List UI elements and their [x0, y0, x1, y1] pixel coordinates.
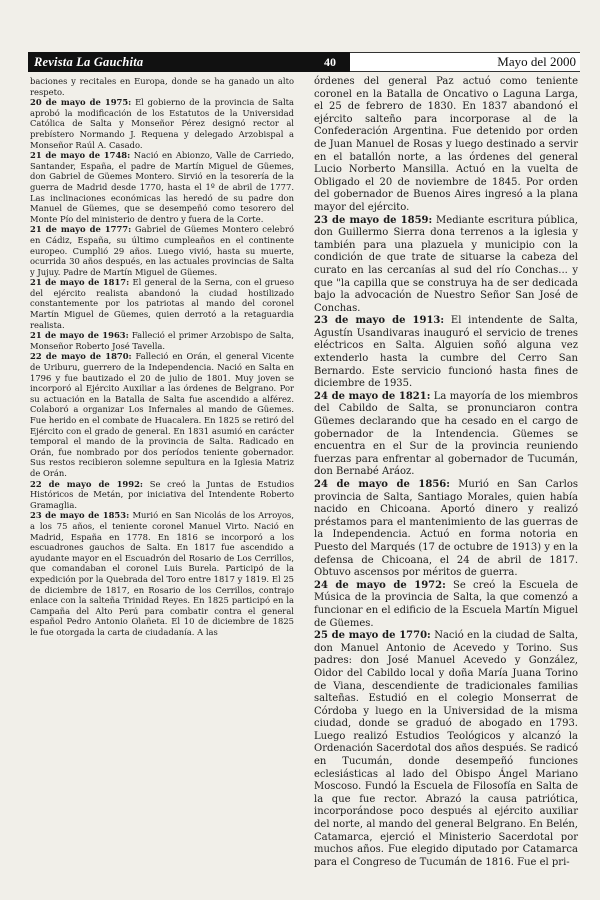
ephemeris-entry: [314, 630, 578, 869]
entry-text: Murió en San Nicolás de los Arroyos, a los 75 años, el teniente coronel Manuel Virto. Nació en Madrid, España en 1778. En 1816 se incorporó a los escuadrones gauchos de Salta. En 1817 fue ascendido a ayudante mayor en el Escuadrón del Rosario de Los Cerrillos, que comandaban el coronel Luis Burela. Participó de la expedición por la Quebrada del Toro entre 1817 y 1819. El 25 de diciembre de 1817, en Rosario de los Cerrillos, contrajo enlace con la salteña Trinidad Reyes. En 1825 participó en la Campaña del Alto Perú para combatir contra el general español Pedro Antonio Olañeta. El 10 de diciembre de 1825 le fue otorgada la carta de ciudadanía. A las: [30, 510, 294, 637]
ephemeris-entry: [314, 215, 578, 316]
entry-text: Nació en Abionzo, Valle de Carriedo, Santander, España, el padre de Martín Miguel de Güemes, don Gabriel de Güemes Montero. Sirvió en la tesorería de la guerra de Madrid desde 1770, hasta el 1º de abril de 1777. Las inclinaciones económicas las heredó de su padre don Manuel de Güemes, que se desempeñó como tesorero del Monte Pío del ministerio de dentro y fuera de la Corte.: [30, 150, 295, 224]
ephemeris-entry: [30, 510, 294, 637]
ephemeris-entry: [314, 315, 578, 391]
entry-date: 22 de mayo de 1870:: [30, 351, 132, 362]
entry-date: 23 de mayo de 1913:: [314, 315, 445, 327]
entry-text: órdenes del general Paz actuó como teniente coronel en la Batalla de Oncativo o Laguna Larga, el 25 de febrero de 1830. En 1837 abandonó el ejército salteño para incorporase al de la Confederación Argentina. Fue detenido por orden de Juan Manuel de Rosas y luego destinado a servir en el batallón norte, a las órdenes del general Lucio Norberto Mansilla. Actuó en la vuelta de Obligado el 20 de noviembre de 1845. Por orden del gobernador de Buenos Aires ingresó a la plana mayor del ejército.: [314, 76, 578, 213]
entry-text: El general de la Serna, con el grueso del ejército realista abandonó la ciudad hostilizado constantemente por los patriotas al mando del coronel Martín Miguel de Güemes, quien derrotó a la retaguardia realista.: [30, 277, 294, 330]
ephemeris-entry: [30, 330, 294, 351]
left-column: [30, 76, 294, 869]
entry-date: 24 de mayo de 1972:: [314, 579, 446, 591]
entry-text: Gabriel de Güemes Montero celebró en Cádiz, España, su último cumpleaños en el continente europeo. Cumplió 29 años. Luego vivió, hasta su muerte, ocurrida 30 años después, en las actuales provincias de Salta y Jujuy. Padre de Martín Miguel de Güemes.: [30, 224, 294, 277]
entry-date: 21 de mayo de 1748:: [30, 150, 131, 161]
ephemeris-entry: [314, 391, 578, 479]
entry-date: 24 de mayo de 1856:: [314, 479, 450, 490]
entry-date: 22 de mayo de 1992:: [30, 478, 144, 489]
entry-text: Falleció en Orán, el general Vicente de Uriburu, guerrero de la Independencia. Nació en Salta en 1796 y fue bautizado el 20 de julio de 1801. Muy joven se incorporó al Ejército Auxiliar a las órdenes de Belgrano. Por su actuación en la Batalla de Salta fue ascendido a alférez. Colaboró a organizar Los Infernales al mando de Güemes. Fue herido en el combate de Huacalera. En 1825 se retiró del Ejército con el grado de general. En 1831 asumió en carácter temporal el mando de la provincia de Salta. Radicado en Orán, fue nombrado por dos períodos teniente gobernador. Sus restos recibieron solemne sepultura en la Iglesia Matriz de Orán.: [30, 351, 294, 478]
ephemeris-entry: [30, 97, 294, 150]
publication-name: Revista La Gauchita: [28, 52, 311, 72]
entry-text: Se creó la Juntas de Estudios Históricos de Metán, por iniciativa del Intendente Roberto Gramaglia.: [30, 478, 294, 510]
issue-date: Mayo del 2000: [350, 52, 580, 72]
article-body: [30, 76, 578, 869]
entry-date: 21 de mayo de 1963:: [30, 330, 129, 341]
ephemeris-entry: [30, 351, 294, 478]
right-column: [314, 76, 578, 869]
entry-date: 23 de mayo de 1853:: [30, 510, 130, 521]
ephemeris-entry: [30, 76, 294, 97]
entry-text: Falleció el primer Arzobispo de Salta, Monseñor Roberto José Tavella.: [30, 330, 295, 351]
ephemeris-entry: [314, 479, 578, 580]
ephemeris-entry: [30, 150, 294, 224]
entry-date: 21 de mayo de 1817:: [30, 277, 130, 288]
ephemeris-entry: [30, 277, 294, 330]
ephemeris-entry: [314, 580, 578, 630]
ephemeris-entry: [314, 76, 578, 215]
entry-text: Nació en la ciudad de Salta, don Manuel Antonio de Acevedo y Torino. Sus padres: don José Manuel Acevedo y González, Oidor del Cabildo local y doña María Juana Torino de Viana, descendiente de tradicionales familias salteñas. Estudió en el colegio Monserrat de Córdoba y luego en la Universidad de la misma ciudad, donde se graduó de abogado en 1793. Luego realizó Estudios Teológicos y alcanzó la Ordenación Sacerdotal dos años después. Se radicó en Tucumán, donde desempeñó funciones eclesiásticas al lado del Obispo Ángel Mariano Moscoso. Fundó la Escuela de Filosofía en Salta de la que fue rector. Abrazó la causa patriótica, incorporándose poco después al ejército auxiliar del norte, al mando del general Belgrano. En Belén, Catamarca, ejerció el Ministerio Sacerdotal por muchos años. Fue elegido diputado por Catamarca para el Congreso de Tucumán de 1816. Fue el pri-: [314, 630, 578, 868]
entry-text: El gobierno de la provincia de Salta aprobó la modificación de los Estatutos de la Universidad Católica de Salta y Monseñor Pérez designó rector al prebístero Normando J. Requena y delegado Arzobispal a Monseñor Raúl A. Casado.: [30, 97, 294, 150]
entry-text: Murió en San Carlos provincia de Salta, Santiago Morales, quien había nacido en Chicoana. Aportó dinero y realizó préstamos para el mantenimiento de las guerras de la Independencia. Actuó en forma notoria en Puesto del Marqués (17 de octubre de 1913) y en la defensa de Chicoana, el 24 de abril de 1817. Obtuvo ascensos por méritos de guerra.: [314, 479, 578, 579]
entry-text: El intendente de Salta, Agustín Usandivaras inauguró el servicio de trenes eléctricos en Salta. Alguien soñó alguna vez extenderlo hasta la cumbre del Cerro San Bernardo. Este servicio funcionó hasta fines de diciembre de 1935.: [314, 315, 578, 390]
entry-date: 23 de mayo de 1859:: [314, 214, 433, 226]
entry-text: Se creó la Escuela de Música de la provincia de Salta, la que comenzó a funcionar en el edificio de la Escuela Martín Miguel de Güemes.: [314, 579, 578, 629]
entry-date: 25 de mayo de 1770:: [314, 630, 431, 642]
page-number: 40: [310, 52, 350, 72]
entry-text: La mayoría de los miembros del Cabildo de Salta, se pronunciaron contra Güemes declarando que ha cesado en el cargo de gobernador de la Intendencia. Güemes se encuentra en el Sur de la provincia reuniendo fuerzas para enfrentar al gobernador de Tucumán, don Bernabé Aráoz.: [314, 390, 578, 478]
entry-date: 20 de mayo de 1975:: [30, 97, 132, 108]
entry-text: baciones y recitales en Europa, donde se ha ganado un alto respeto.: [30, 76, 294, 97]
entry-date: 24 de mayo de 1821:: [314, 390, 431, 402]
ephemeris-entry: [30, 224, 294, 277]
page-header: [28, 52, 580, 72]
entry-text: Mediante escritura pública, don Guillermo Sierra dona terrenos a la iglesia y también para una plazuela y municipio con la condición de que trate de situarse la cabeza del curato en las cercanías al sud del río Conchas... y que "la capilla que se construya ha de ser dedicada bajo la advocación de Nuestro Señor San José de Conchas.: [314, 214, 578, 314]
ephemeris-entry: [30, 479, 294, 511]
entry-date: 21 de mayo de 1777:: [30, 224, 132, 235]
